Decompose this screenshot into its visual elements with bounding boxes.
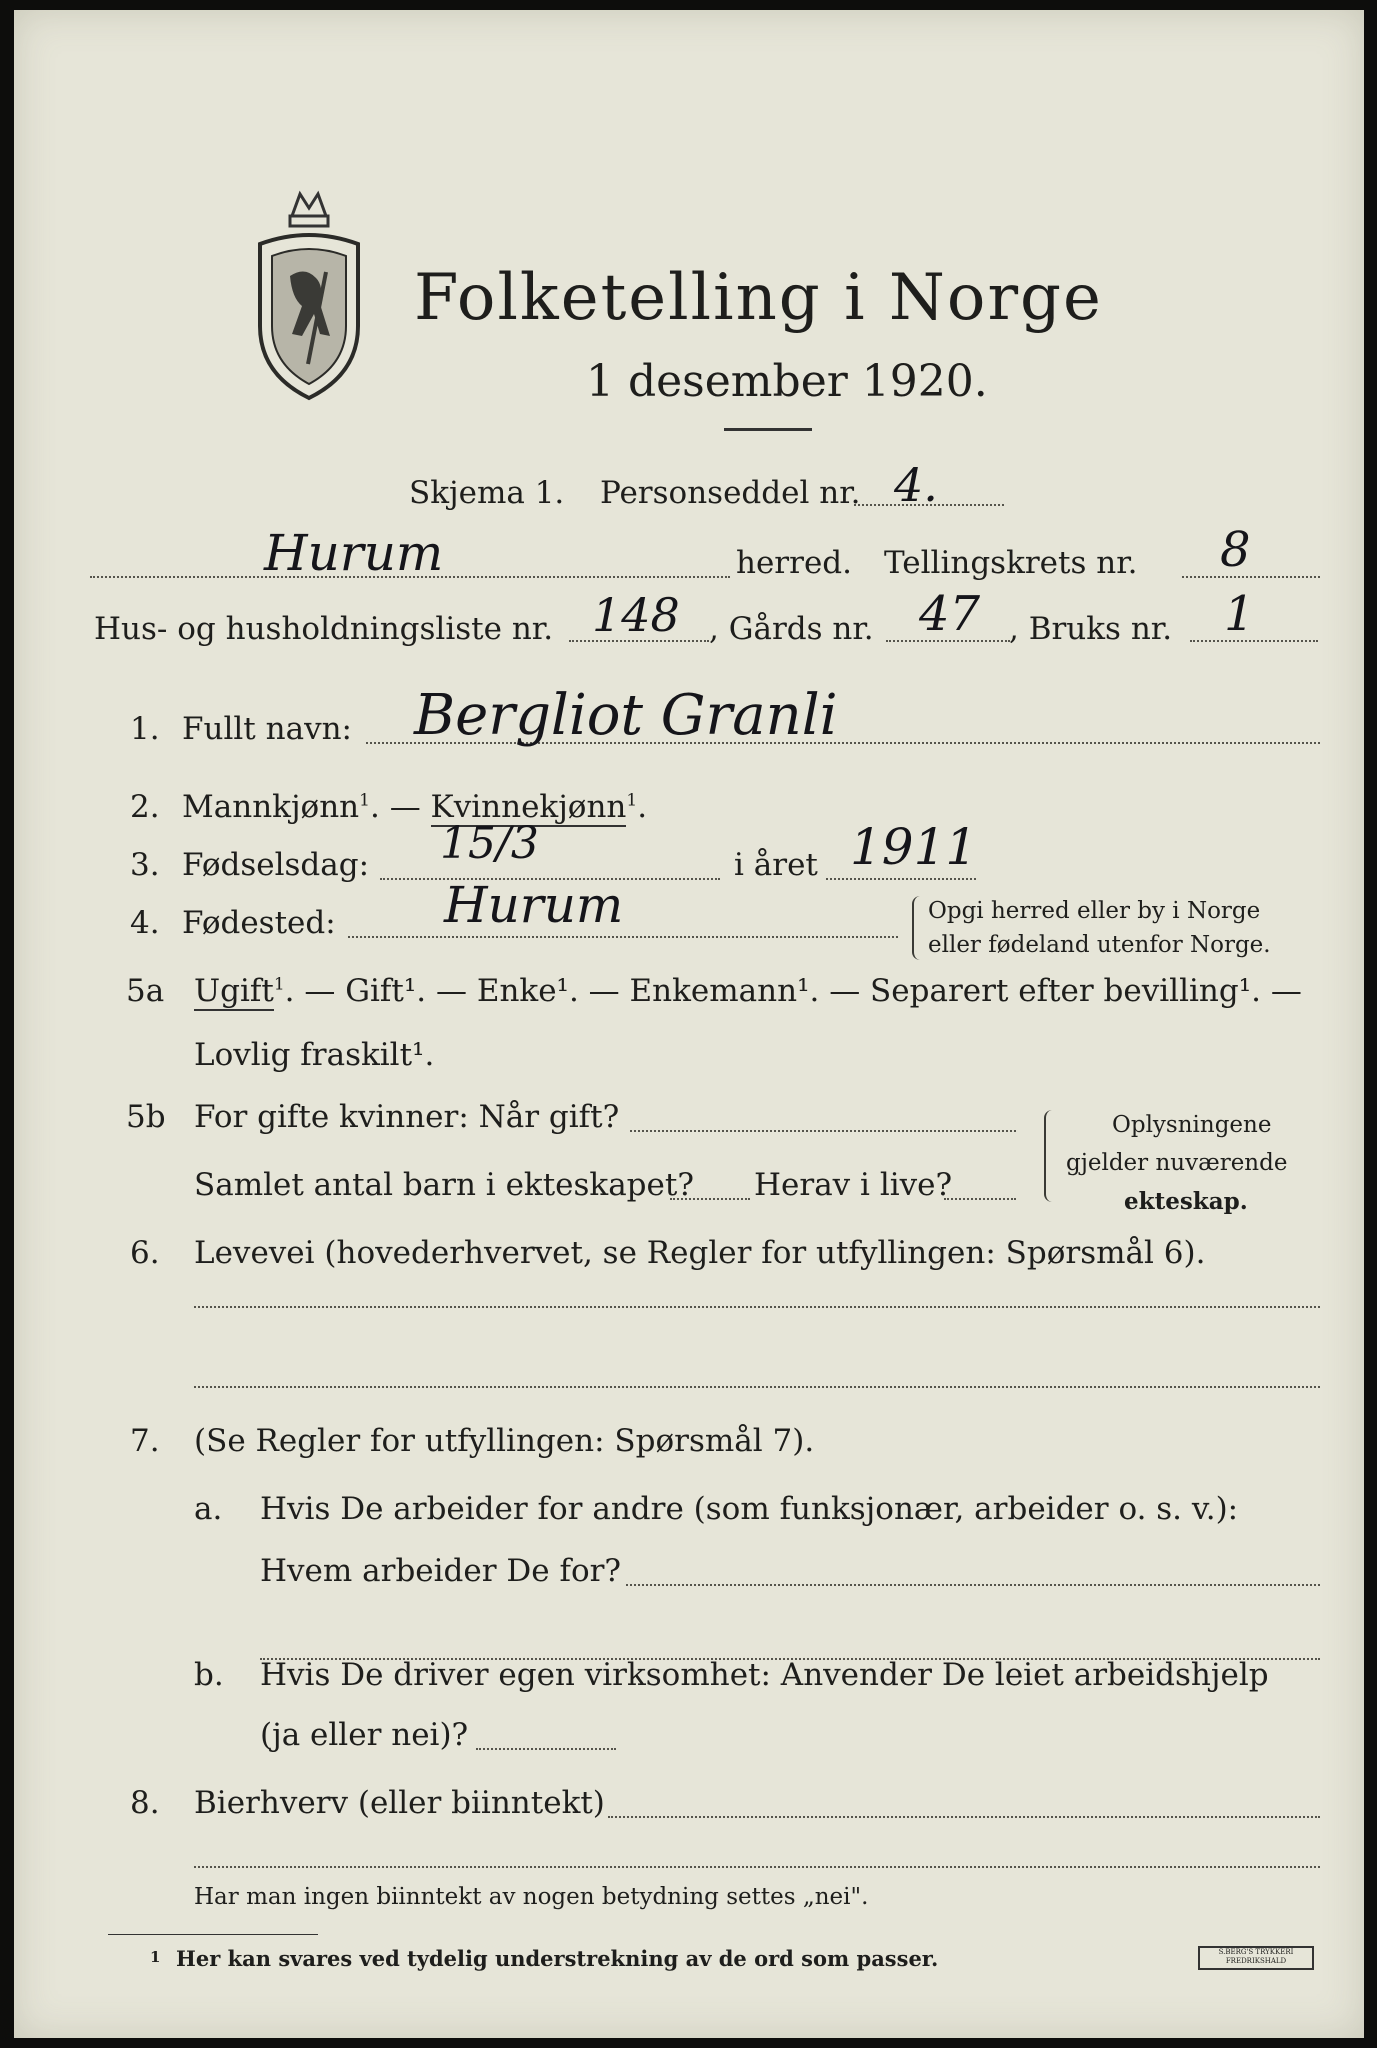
q4-note-brace (912, 896, 922, 960)
personseddel-label: Personseddel nr. (600, 475, 861, 511)
q5a-other-options[interactable]: . — Gift¹. — Enke¹. — Enkemann¹. — Separert efter bevilling¹. — (284, 973, 1302, 1009)
footnote-text: Her kan svares ved tydelig understrekning av de ord som passer. (176, 1946, 939, 1971)
q6-number: 6. (130, 1235, 160, 1271)
q6-line2 (194, 1386, 1320, 1388)
personseddel-value[interactable]: 4. (894, 458, 938, 512)
q7a-label: Hvis De arbeider for andre (som funksjonær, arbeider o. s. v.): (260, 1491, 1239, 1527)
q3-number: 3. (130, 847, 160, 883)
q4-label: Fødested: (182, 905, 336, 941)
q7-label: (Se Regler for utfyllingen: Spørsmål 7). (194, 1423, 815, 1459)
q5b-note-line3: ekteskap. (1124, 1188, 1248, 1215)
q1-label: Fullt navn: (182, 711, 352, 747)
bruks-value[interactable]: 1 (1224, 586, 1255, 642)
q5a-options: Ugift$^1$. — Gift¹. — Enke¹. — Enkemann¹. — Separert efter bevilling¹. — (194, 973, 1302, 1009)
full-name-value[interactable]: Bergliot Granli (414, 683, 838, 748)
tellingskrets-label: Tellingskrets nr. (884, 545, 1138, 581)
q1-number: 1. (130, 711, 160, 747)
q5b-note-line2: gjelder nuværende (1066, 1150, 1288, 1176)
q5b-alive-label: Herav i live? (754, 1167, 953, 1203)
q5b-children-line (670, 1198, 750, 1200)
herred-value[interactable]: Hurum (264, 524, 444, 582)
birth-year-value[interactable]: 1911 (850, 818, 978, 876)
q3-year-label: i året (734, 847, 818, 883)
q2-options: Mannkjønn$^1$. — Kvinnekjønn$^1$. (182, 789, 648, 825)
q4-number: 4. (130, 905, 160, 941)
census-form-page (14, 10, 1364, 2038)
footnote-divider (108, 1934, 318, 1935)
q5a-number: 5a (126, 973, 165, 1009)
printer-stamp: S.BERG'S TRYKKERI FREDRIKSHALD (1198, 1946, 1314, 1970)
tellingskrets-line (1182, 576, 1320, 578)
birthday-value[interactable]: 15/3 (440, 818, 539, 869)
birthplace-value[interactable]: Hurum (444, 876, 624, 934)
q5a-line2[interactable]: Lovlig fraskilt¹. (194, 1037, 435, 1073)
female-option-underlined[interactable]: Kvinnekjønn (430, 789, 627, 825)
q5b-children-label: Samlet antal barn i ekteskapet? (194, 1167, 694, 1203)
title-divider (724, 428, 812, 431)
q7a-employer-line (626, 1584, 1320, 1586)
tellingskrets-value[interactable]: 8 (1220, 522, 1251, 578)
q8-number: 8. (130, 1785, 160, 1821)
footnote-mark: 1 (150, 1948, 161, 1966)
gards-value[interactable]: 47 (919, 586, 981, 642)
q5b-note-line1: Oplysningene (1112, 1112, 1272, 1138)
q7a-letter: a. (194, 1491, 223, 1527)
schema-label: Skjema 1. (409, 475, 565, 511)
q7-number: 7. (130, 1423, 160, 1459)
q7b-answer-line (476, 1748, 616, 1750)
bruks-label: , Bruks nr. (1009, 611, 1173, 647)
q6-line1 (194, 1306, 1320, 1308)
gards-label: , Gårds nr. (709, 611, 874, 647)
q8-line1 (608, 1816, 1320, 1818)
q5b-alive-line (944, 1198, 1016, 1200)
hus-value[interactable]: 148 (592, 588, 680, 642)
q7b-line2-label: (ja eller nei)? (260, 1717, 469, 1753)
q5b-married-line (630, 1130, 1016, 1132)
q7a-line2-label: Hvem arbeider De for? (260, 1553, 622, 1589)
q3-year-line (826, 878, 976, 880)
q3-label: Fødselsdag: (182, 847, 370, 883)
ugift-option-underlined[interactable]: Ugift (194, 973, 274, 1009)
form-title: Folketelling i Norge (414, 261, 1103, 335)
q5b-note-brace (1044, 1110, 1054, 1202)
q5b-number: 5b (126, 1099, 166, 1135)
q4-note-line1: Opgi herred eller by i Norge (928, 898, 1261, 924)
hus-label: Hus- og husholdningsliste nr. (94, 611, 554, 647)
herred-label: herred. (736, 545, 852, 581)
q4-line (348, 936, 898, 938)
norwegian-coat-of-arms-emblem (250, 186, 368, 404)
q2-number: 2. (130, 789, 160, 825)
male-option[interactable]: Mannkjønn (182, 789, 360, 825)
q4-note-line2: eller fødeland utenfor Norge. (928, 932, 1271, 958)
census-date: 1 desember 1920. (586, 356, 988, 407)
q8-line2 (194, 1866, 1320, 1868)
q7b-letter: b. (194, 1657, 224, 1693)
q6-label: Levevei (hovederhvervet, se Regler for utfyllingen: Spørsmål 6). (194, 1235, 1206, 1271)
q5b-label: For gifte kvinner: Når gift? (194, 1099, 620, 1135)
q7b-label: Hvis De driver egen virksomhet: Anvender De leiet arbeidshjelp (260, 1657, 1269, 1693)
q8-note: Har man ingen biinntekt av nogen betydning settes „nei". (194, 1884, 869, 1910)
q8-label: Bierhverv (eller biinntekt) (194, 1785, 605, 1821)
